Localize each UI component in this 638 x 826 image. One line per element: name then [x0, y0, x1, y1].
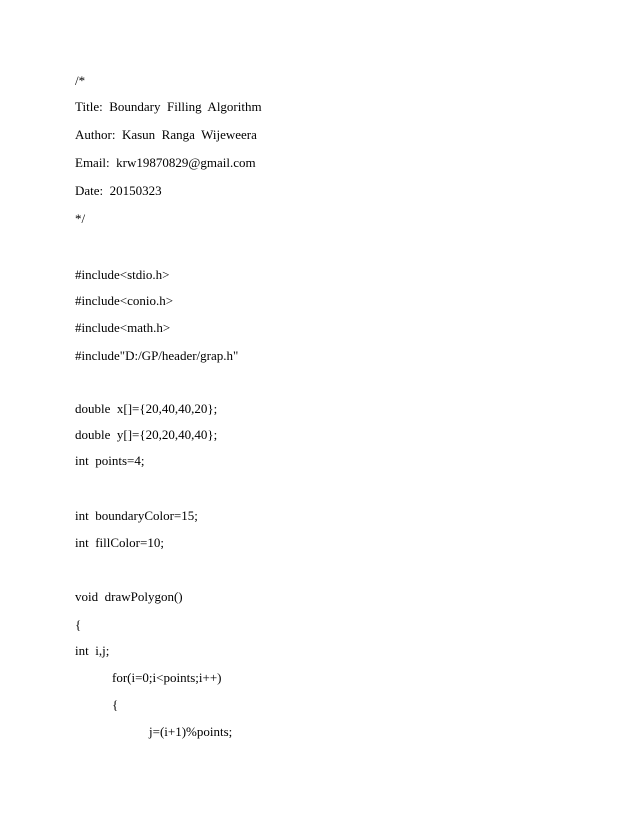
declare-fill-color: int fillColor=10; [75, 535, 164, 550]
for-loop: for(i=0;i<points;i++) [112, 670, 222, 685]
include-grap: #include"D:/GP/header/grap.h" [75, 348, 239, 363]
declare-x: double x[]={20,40,40,20}; [75, 401, 218, 416]
declare-ij: int i,j; [75, 643, 110, 658]
loop-open-brace: { [112, 697, 119, 712]
declare-points: int points=4; [75, 453, 145, 468]
include-math: #include<math.h> [75, 320, 171, 335]
assign-j: j=(i+1)%points; [149, 724, 233, 739]
include-stdio: #include<stdio.h> [75, 267, 170, 282]
function-signature: void drawPolygon() [75, 589, 183, 604]
date-line: Date: 20150323 [75, 183, 162, 198]
comment-close: */ [75, 211, 86, 226]
declare-y: double y[]={20,20,40,40}; [75, 427, 218, 442]
include-conio: #include<conio.h> [75, 293, 174, 308]
email-line: Email: krw19870829@gmail.com [75, 155, 256, 170]
comment-open: /* [75, 73, 86, 88]
title-line: Title: Boundary Filling Algorithm [75, 99, 262, 114]
function-open-brace: { [75, 617, 82, 632]
author-line: Author: Kasun Ranga Wijeweera [75, 127, 257, 142]
declare-boundary-color: int boundaryColor=15; [75, 508, 198, 523]
